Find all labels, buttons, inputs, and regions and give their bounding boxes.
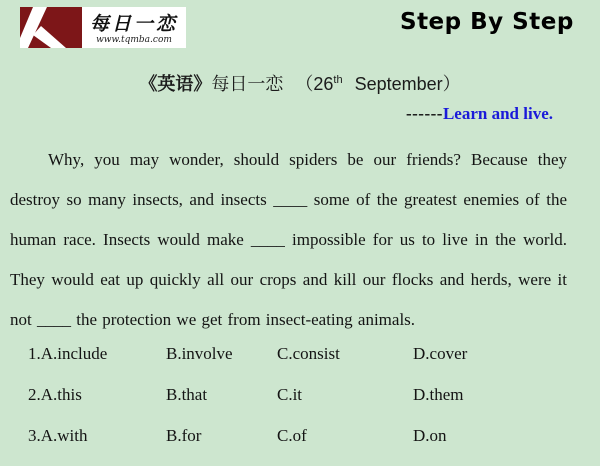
option-cell: 2.A.this (28, 385, 82, 404)
option-cell: B.for (166, 426, 202, 445)
answer-options (0, 336, 600, 459)
motto-text: Learn and live. (442, 104, 553, 123)
question-row (0, 418, 600, 459)
motto-line (406, 104, 553, 124)
cloze-passage: Why, you may wonder, should spiders be our friends? Because they destroy so many insects, and insects ____ some of the greatest enemies of the human race. Insects would make ____ impossible for us to live in the world. They would eat up quickly all our crops and kill our flocks and herds, were it not ____ the protection we get from insect-eating animals. (10, 150, 567, 329)
option-cell: D.on (413, 426, 447, 445)
question-row (0, 377, 600, 418)
option-cell: C.of (277, 426, 307, 445)
brand-calligraphy: 每日一恋 (89, 12, 178, 35)
page-title (0, 70, 600, 96)
title-book-name: 《英语》 (139, 74, 212, 94)
title-date-superscript: th (333, 74, 343, 86)
option-cell: 3.A.with (28, 426, 88, 445)
option-cell: C.it (277, 385, 303, 404)
title-date-month: September） (354, 74, 461, 94)
motto-dashes: ------ (405, 104, 443, 123)
option-cell: B.involve (166, 344, 233, 363)
question-row (0, 336, 600, 377)
brand-logo (20, 7, 186, 48)
masthead-title: Step By Step (400, 9, 574, 35)
option-cell: 1.A.include (28, 344, 108, 363)
option-cell: B.that (166, 385, 208, 404)
title-series-name: 每日一恋 (211, 74, 284, 94)
brand-text (82, 7, 186, 48)
option-cell: D.them (413, 385, 464, 404)
option-cell: C.consist (277, 344, 340, 363)
option-cell: D.cover (413, 344, 468, 363)
title-date-open: （26 (295, 74, 334, 94)
brand-website: www.tqmba.com (96, 34, 172, 45)
k-monogram-icon (20, 7, 82, 48)
